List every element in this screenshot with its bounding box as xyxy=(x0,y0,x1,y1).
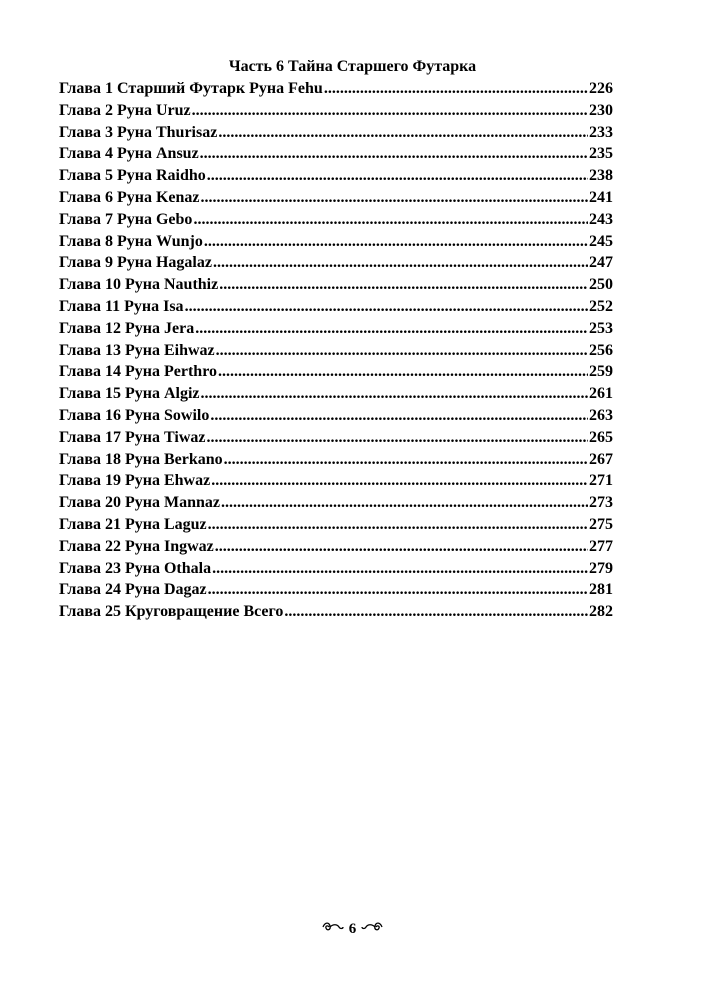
dot-leader xyxy=(324,79,588,99)
toc-entry-page: 263 xyxy=(589,406,613,424)
toc-entry-label: Глава 5 Руна Raidho xyxy=(59,167,206,185)
toc-entry xyxy=(59,188,613,210)
dot-leader xyxy=(201,188,588,208)
toc-entry-page: 250 xyxy=(589,276,613,294)
toc-entry-label: Глава 7 Руна Gebo xyxy=(59,210,193,228)
table-of-contents xyxy=(59,79,613,624)
dot-leader xyxy=(221,493,588,513)
toc-entry xyxy=(59,253,613,275)
toc-entry-label: Глава 18 Руна Berkano xyxy=(59,450,223,468)
toc-entry-page: 235 xyxy=(589,145,613,163)
dot-leader xyxy=(185,297,588,317)
page-number-footer xyxy=(0,918,705,939)
toc-entry-page: 230 xyxy=(589,101,613,119)
dot-leader xyxy=(204,232,588,252)
toc-entry-label: Глава 4 Руна Ansuz xyxy=(59,145,199,163)
flourish-right-icon xyxy=(361,919,383,939)
toc-entry xyxy=(59,362,613,384)
toc-entry xyxy=(59,166,613,188)
toc-entry-page: 226 xyxy=(589,80,613,97)
toc-entry xyxy=(59,319,613,341)
toc-entry xyxy=(59,79,613,101)
toc-entry-label: Глава 2 Руна Uruz xyxy=(59,101,191,119)
toc-entry-label: Глава 21 Руна Laguz xyxy=(59,515,207,533)
toc-entry-page: 277 xyxy=(589,537,613,555)
toc-entry xyxy=(59,428,613,450)
toc-entry xyxy=(59,493,613,515)
toc-entry xyxy=(59,580,613,602)
page-title: Часть 6 Тайна Старшего Футарка xyxy=(228,58,477,75)
toc-entry-label: Глава 1 Старший Футарк Руна Fehu xyxy=(59,80,323,97)
toc-entry-page: 267 xyxy=(589,450,613,468)
toc-entry-label: Глава 25 Круговращение Всего xyxy=(59,603,284,621)
dot-leader xyxy=(200,144,588,164)
toc-entry-label: Глава 13 Руна Eihwaz xyxy=(59,341,215,359)
dot-leader xyxy=(284,602,588,622)
toc-entry-page: 275 xyxy=(589,515,613,533)
toc-entry-page: 256 xyxy=(589,341,613,359)
toc-entry-label: Глава 17 Руна Tiwaz xyxy=(59,428,206,446)
toc-entry-label: Глава 23 Руна Othala xyxy=(59,559,212,577)
dot-leader xyxy=(192,101,588,121)
dot-leader xyxy=(215,537,588,557)
dot-leader xyxy=(219,275,588,295)
toc-entry-page: 243 xyxy=(589,210,613,228)
toc-entry-page: 238 xyxy=(589,167,613,185)
dot-leader xyxy=(195,319,588,339)
dot-leader xyxy=(218,123,588,143)
toc-entry-label: Глава 24 Руна Dagaz xyxy=(59,581,207,599)
dot-leader xyxy=(218,362,588,382)
toc-entry xyxy=(59,101,613,123)
toc-entry-page: 282 xyxy=(589,603,613,621)
toc-entry-page: 279 xyxy=(589,559,613,577)
dot-leader xyxy=(201,384,588,404)
toc-entry-page: 233 xyxy=(589,123,613,141)
toc-entry xyxy=(59,210,613,232)
toc-entry-page: 259 xyxy=(589,363,613,381)
toc-entry xyxy=(59,384,613,406)
dot-leader xyxy=(213,253,588,273)
toc-entry-page: 252 xyxy=(589,297,613,315)
toc-entry-page: 273 xyxy=(589,494,613,512)
flourish-left-icon xyxy=(322,919,344,939)
toc-entry-label: Глава 10 Руна Nauthiz xyxy=(59,276,219,294)
toc-entry-page: 261 xyxy=(589,385,613,403)
dot-leader xyxy=(210,406,588,426)
toc-entry-label: Глава 16 Руна Sowilo xyxy=(59,406,210,424)
toc-entry-page: 265 xyxy=(589,428,613,446)
dot-leader xyxy=(224,450,588,470)
toc-entry xyxy=(59,123,613,145)
toc-entry xyxy=(59,297,613,319)
toc-entry xyxy=(59,406,613,428)
toc-entry-label: Глава 14 Руна Perthro xyxy=(59,363,217,381)
dot-leader xyxy=(208,515,588,535)
page-number: 6 xyxy=(348,920,357,937)
dot-leader xyxy=(211,471,588,491)
toc-entry xyxy=(59,471,613,493)
toc-entry-label: Глава 8 Руна Wunjo xyxy=(59,232,203,250)
toc-entry xyxy=(59,450,613,472)
toc-entry-label: Глава 3 Руна Thurisaz xyxy=(59,123,218,141)
toc-entry xyxy=(59,537,613,559)
toc-entry xyxy=(59,144,613,166)
toc-entry xyxy=(59,232,613,254)
toc-entry xyxy=(59,602,613,624)
toc-entry-page: 241 xyxy=(589,188,613,206)
toc-entry-page: 281 xyxy=(589,581,613,599)
dot-leader xyxy=(216,341,588,361)
toc-entry-page: 247 xyxy=(589,254,613,272)
toc-entry-label: Глава 15 Руна Algiz xyxy=(59,385,200,403)
toc-entry-label: Глава 12 Руна Jera xyxy=(59,319,195,337)
dot-leader xyxy=(208,580,588,600)
toc-entry-label: Глава 20 Руна Mannaz xyxy=(59,494,220,512)
toc-entry xyxy=(59,341,613,363)
toc-entry-label: Глава 9 Руна Hagalaz xyxy=(59,254,212,272)
toc-entry-label: Глава 22 Руна Ingwaz xyxy=(59,537,214,555)
toc-entry-label: Глава 11 Руна Isa xyxy=(59,297,184,315)
toc-entry-page: 253 xyxy=(589,319,613,337)
dot-leader xyxy=(193,210,588,230)
toc-entry-label: Глава 6 Руна Kenaz xyxy=(59,188,200,206)
dot-leader xyxy=(212,559,588,579)
toc-entry xyxy=(59,559,613,581)
toc-entry xyxy=(59,515,613,537)
toc-entry-label: Глава 19 Руна Ehwaz xyxy=(59,472,211,490)
dot-leader xyxy=(207,166,588,186)
dot-leader xyxy=(206,428,588,448)
toc-entry-page: 245 xyxy=(589,232,613,250)
toc-entry xyxy=(59,275,613,297)
toc-entry-page: 271 xyxy=(589,472,613,490)
